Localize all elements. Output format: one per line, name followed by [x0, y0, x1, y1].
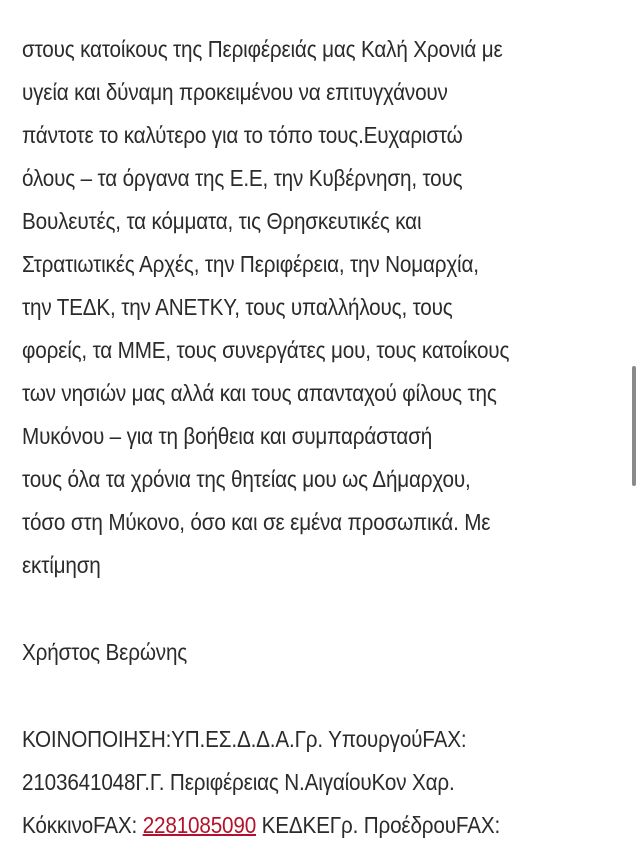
paragraph-line: πάντοτε το καλύτερο για το τόπο τους.Ευχαριστώ — [22, 122, 463, 148]
cc-line-fax — [22, 804, 562, 847]
paragraph-line: υγεία και δύναμη προκειμένου να επιτυγχάνουν — [22, 79, 448, 105]
phone-link[interactable]: 2281085090 — [142, 812, 257, 838]
paragraph-line: τόσο στη Μύκονο, όσο και σε εμένα προσωπικά. Με — [22, 509, 491, 535]
paragraph-line: όλους – τα όργανα της Ε.Ε, την Κυβέρνηση, τους — [22, 165, 463, 191]
paragraph-line: την ΤΕΔΚ, την ΑΝΕΤΚΥ, τους υπαλλήλους, τους — [22, 294, 453, 320]
paragraph-line: των νησιών μας αλλά και τους απανταχού φίλους της — [22, 380, 497, 406]
paragraph-line: Μυκόνου – για τη βοήθεια και συμπαράστασή — [22, 423, 433, 449]
cc-suffix: ΚΕΔΚΕΓρ. ΠροέδρουFAX: — [256, 812, 501, 838]
scrollbar-thumb[interactable] — [632, 366, 636, 486]
signature: Χρήστος Βερώνης — [22, 639, 188, 665]
paragraph-line: εκτίμηση — [22, 552, 101, 578]
cc-prefix: ΚόκκινοFAX: — [22, 812, 143, 838]
paragraph-gap — [22, 674, 622, 718]
vertical-scrollbar[interactable] — [628, 0, 640, 800]
paragraph-line: τους όλα τα χρόνια της θητείας μου ως Δήμαρχου, — [22, 466, 471, 492]
cc-line: ΚΟΙΝΟΠΟΙΗΣΗ:ΥΠ.ΕΣ.Δ.Δ.Α.Γρ. ΥπουργούFAX: — [22, 726, 467, 752]
paragraph-line: Στρατιωτικές Αρχές, την Περιφέρεια, την Νομαρχία, — [22, 251, 479, 277]
paragraph-line: στους κατοίκους της Περιφέρειάς μας Καλή Χρονιά με — [22, 36, 503, 62]
paragraph-line: φορείς, τα ΜΜΕ, τους συνεργάτες μου, τους κατοίκους — [22, 337, 510, 363]
paragraph-line: Βουλευτές, τα κόμματα, τις Θρησκευτικές και — [22, 208, 422, 234]
cc-line: 2103641048Γ.Γ. Περιφέρειας Ν.ΑιγαίουΚον Χαρ. — [22, 769, 455, 795]
article-body — [22, 0, 622, 847]
paragraph-gap — [22, 587, 622, 631]
